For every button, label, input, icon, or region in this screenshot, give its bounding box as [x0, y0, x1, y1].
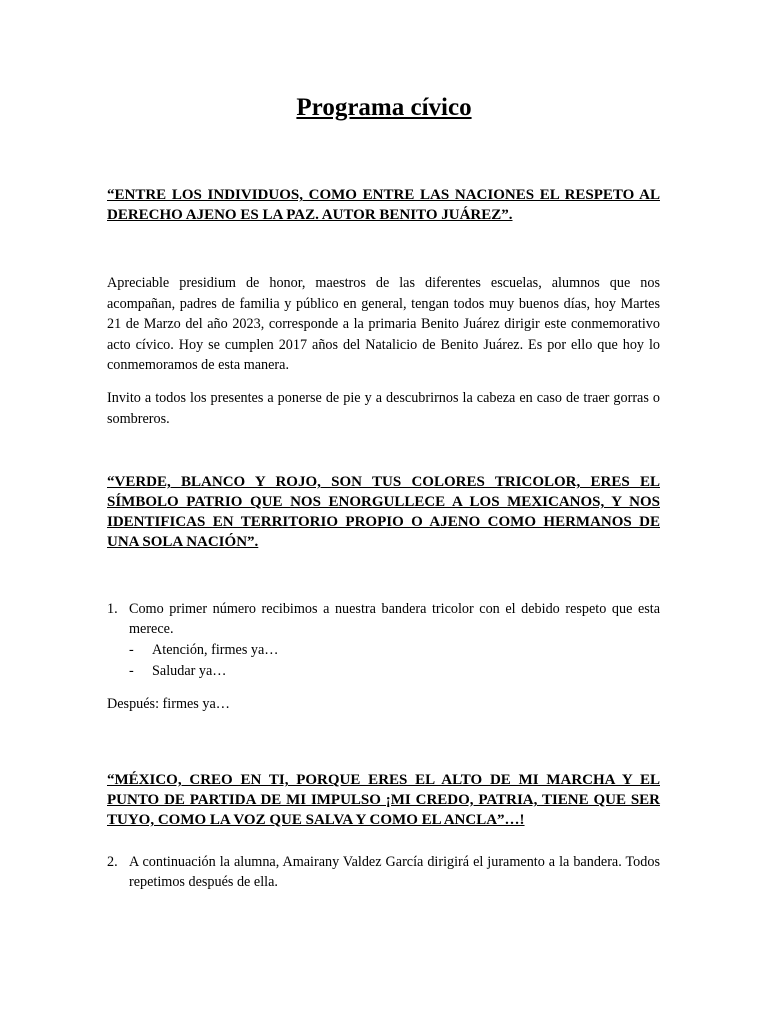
list-bullet-atencion: Atención, firmes ya…: [152, 642, 279, 658]
paragraph-introduccion: Apreciable presidium de honor, maestros de las diferentes escuelas, alumnos que nos acompañan, padres de familia y público en general, tengan todos muy buenos días, hoy Martes 21 de Marzo del año 2023, corresponde a la primaria Benito Juárez dirigir este conmemorativo acto cívico. Hoy se cumplen 2017 años del Natalicio de Benito Juárez. Es por ello que hoy lo conmemoramos de esta manera.: [107, 275, 660, 373]
list-item-1-text: Como primer número recibimos a nuestra bandera tricolor con el debido respeto que esta merece.: [129, 601, 660, 637]
list-bullet-marker: -: [129, 663, 134, 679]
paragraph-invitacion: Invito a todos los presentes a ponerse de pie y a descubrirnos la cabeza en caso de traer gorras o sombreros.: [107, 390, 660, 427]
list-item-2-text: A continuación la alumna, Amairany Valdez García dirigirá el juramento a la bandera. Todos repetimos después de ella.: [129, 854, 660, 890]
list-bullet-saludar: Saludar ya…: [152, 663, 227, 679]
quote-respeto: “ENTRE LOS INDIVIDUOS, COMO ENTRE LAS NACIONES EL RESPETO AL DERECHO AJENO ES LA PAZ. AUTOR BENITO JUÁREZ”.: [107, 187, 660, 223]
paragraph-despues: Después: firmes ya…: [107, 696, 230, 712]
list-number-2: 2.: [107, 854, 118, 870]
page-title: Programa cívico: [296, 94, 472, 121]
list-number-1: 1.: [107, 601, 118, 617]
quote-credo: “MÉXICO, CREO EN TI, PORQUE ERES EL ALTO DE MI MARCHA Y EL PUNTO DE PARTIDA DE MI IMPULSO ¡MI CREDO, PATRIA, TIENE QUE SER TUYO, COMO LA VOZ QUE SALVA Y COMO EL ANCLA”…!: [107, 772, 660, 828]
list-bullet-marker: -: [129, 642, 134, 658]
quote-bandera: “VERDE, BLANCO Y ROJO, SON TUS COLORES TRICOLOR, ERES EL SÍMBOLO PATRIO QUE NOS ENORGULLECE A LOS MEXICANOS, Y NOS IDENTIFICAS EN TERRITORIO PROPIO O AJENO COMO HERMANOS DE UNA SOLA NACIÓN”.: [107, 474, 660, 550]
